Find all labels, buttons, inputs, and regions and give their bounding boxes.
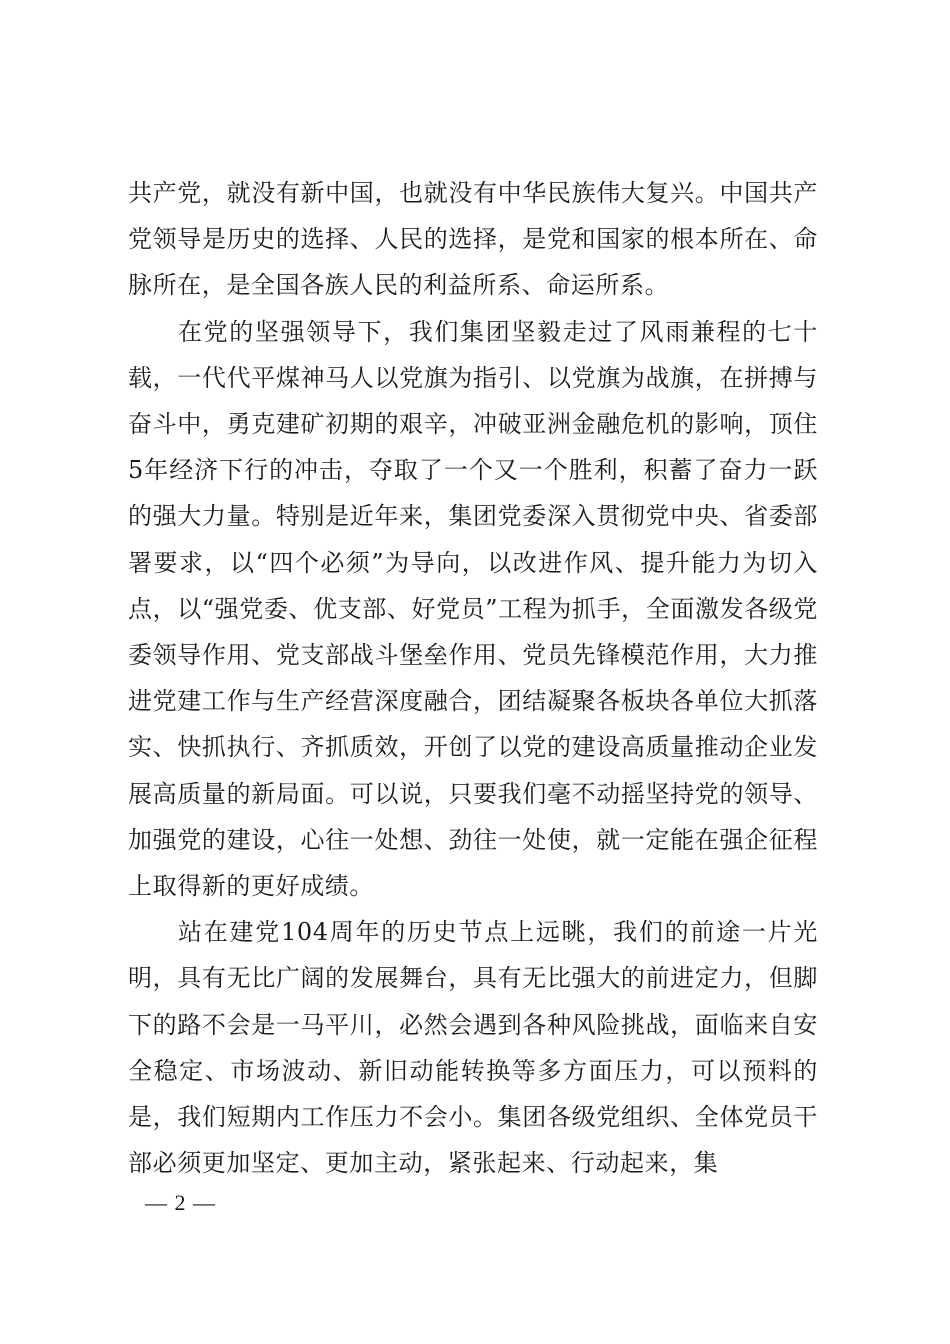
page-number: — 2 — — [145, 1190, 216, 1215]
paragraph-continuation: 共产党，就没有新中国，也就没有中华民族伟大复兴。中国共产党领导是历史的选择、人民的选择，是党和国家的根本所在、命脉所在，是全国各族人民的利益所系、命运所系。 — [128, 179, 818, 300]
paragraph-outlook: 站在建党104周年的历史节点上远眺，我们的前途一片光明，具有无比广阔的发展舞台，具有无比强大的前进定力，但脚下的路不会是一马平川，必然会遇到各种风险挑战，面临来自安全稳定、市场波动、新旧动能转换等多方面压力，可以预料的是，我们短期内工作压力不会小。集团各级党组织、全体党员干部必须更加坚定、更加主动，紧张起来、行动起来，集 — [128, 918, 818, 1178]
body-text — [128, 170, 818, 1186]
paragraph-party-leadership: 在党的坚强领导下，我们集团坚毅走过了风雨兼程的七十载，一代代平煤神马人以党旗为指引、以党旗为战旗，在拼搏与奋斗中，勇克建矿初期的艰辛，冲破亚洲金融危机的影响，顶住5年经济下行的冲击，夺取了一个又一个胜利，积蓄了奋力一跃的强大力量。特别是近年来，集团党委深入贯彻党中央、省委部署要求，以“四个必须”为导向，以改进作风、提升能力为切入点，以“强党委、优支部、好党员”工程为抓手，全面激发各级党委领导作用、党支部战斗堡垒作用、党员先锋模范作用，大力推进党建工作与生产经营深度融合，团结凝聚各板块各单位大抓落实、快抓执行、齐抓质效，开创了以党的建设高质量推动企业发展高质量的新局面。可以说，只要我们毫不动摇坚持党的领导、加强党的建设，心往一处想、劲往一处使，就一定能在强企征程上取得新的更好成绩。 — [128, 317, 818, 901]
